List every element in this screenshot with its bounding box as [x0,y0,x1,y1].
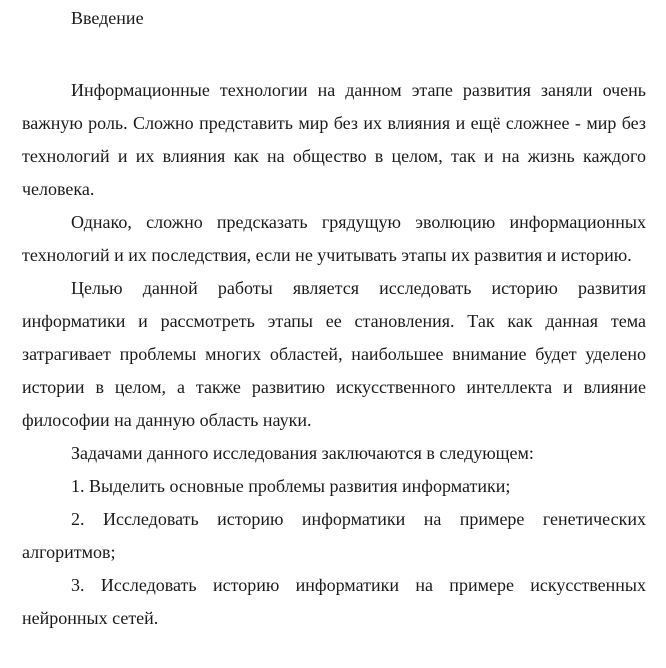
paragraph-evolution: Однако, сложно предсказать грядущую эволюцию информационных технологий и их последствия, если не учитывать этапы их развития и историю. [22,212,646,265]
task-item-1: 1. Выделить основные проблемы развития информатики; [71,476,511,496]
paragraph-tasks-intro: Задачами данного исследования заключаются в следующем: [71,443,534,463]
task-item-2: 2. Исследовать историю информатики на примере генетических алгоритмов; [22,509,646,562]
paragraph-goal: Целью данной работы является исследовать историю развития информатики и рассмотреть этапы ее становления. Так как данная тема затрагивает проблемы многих областей, наибольшее внимание будет уделено истории в целом, а также развитию искусственного интеллекта и влияние философии на данную область науки. [22,278,646,430]
task-item-3: 3. Исследовать историю информатики на примере искусственных нейронных сетей. [22,575,646,628]
section-heading: Введение [71,8,144,28]
document-body [22,74,646,635]
paragraph-intro: Информационные технологии на данном этапе развития заняли очень важную роль. Сложно представить мир без их влияния и ещё сложнее - мир без технологий и их влияния как на общество в целом, так и на жизнь каждого человека. [22,80,646,199]
